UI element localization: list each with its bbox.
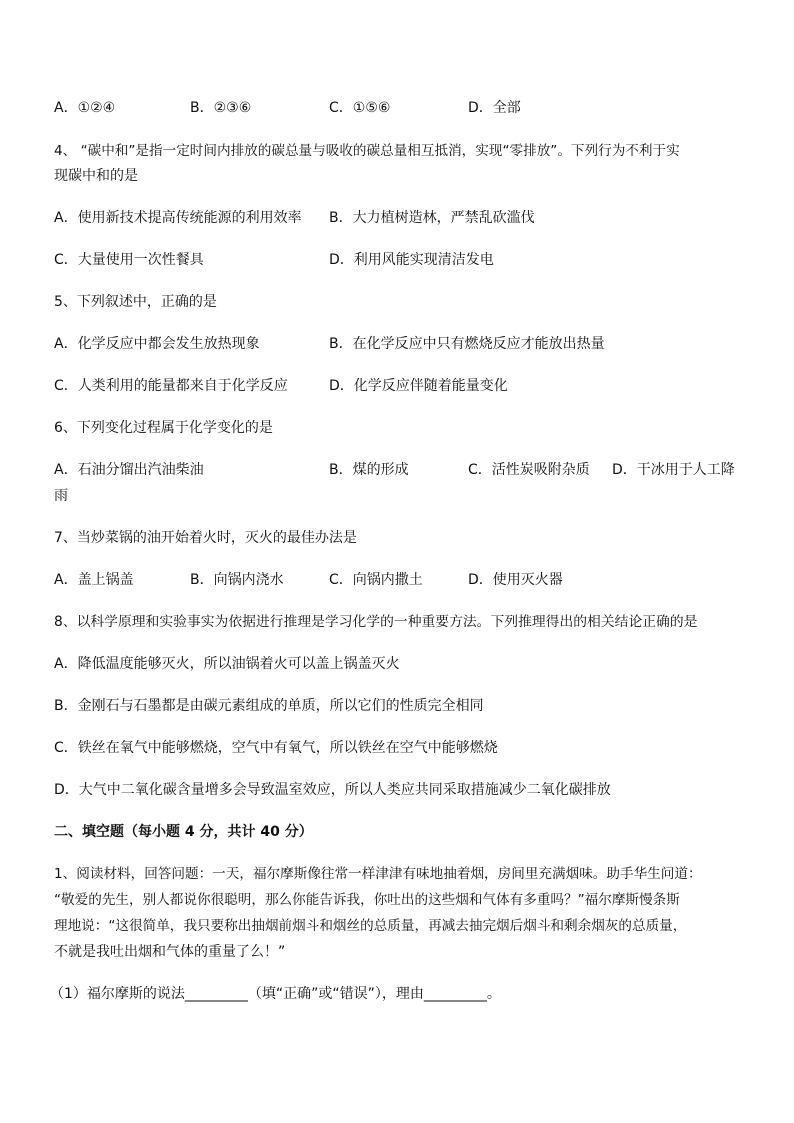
q6-stem: 6、下列变化过程属于化学变化的是	[54, 420, 273, 436]
q7-option-d: D．使用灭火器	[468, 572, 563, 588]
q5-option-d: D．化学反应伴随着能量变化	[329, 378, 508, 394]
q5-option-a: A．化学反应中都会发生放热现象	[54, 336, 260, 352]
q8-option-d: D．大气中二氧化碳含量增多会导致温室效应，所以人类应共同采取措施减少二氧化碳排放	[54, 782, 611, 798]
q8-option-b: B．金刚石与石墨都是由碳元素组成的单质，所以它们的性质完全相同	[54, 698, 484, 714]
q6-option-a: A．石油分馏出汽油柴油	[54, 462, 204, 478]
q8-stem: 8、以科学原理和实验事实为依据进行推理是学习化学的一种重要方法。下列推理得出的相关结论正确的是	[54, 614, 698, 630]
q4-stem-line1: 4、 “碳中和”是指一定时间内排放的碳总量与吸收的碳总量相互抵消，实现“零排放”。下列行为不利于实	[54, 143, 680, 159]
fill1-line4: 不就是我吐出烟和气体的重量了么！”	[54, 944, 286, 960]
q8-option-c: C．铁丝在氧气中能够燃烧，空气中有氧气，所以铁丝在空气中能够燃烧	[54, 740, 498, 756]
q7-option-c: C．向锅内撒土	[329, 572, 423, 588]
fill1-line1: 1、阅读材料，回答问题：一天，福尔摩斯像往常一样津津有味地抽着烟，房间里充满烟味。助手华生问道：	[54, 866, 702, 882]
q3-option-a: A．①②④	[54, 100, 116, 116]
q6-option-b: B．煤的形成	[329, 462, 409, 478]
q4-option-a: A．使用新技术提高传统能源的利用效率	[54, 210, 302, 226]
q4-option-d: D．利用风能实现清洁发电	[329, 252, 494, 268]
q4-stem-line2: 现碳中和的是	[54, 168, 138, 184]
q4-option-c: C．大量使用一次性餐具	[54, 252, 204, 268]
fill1-line2: “敬爱的先生，别人都说你很聪明，那么你能告诉我，你吐出的这些烟和气体有多重吗？”福尔摩斯慢条斯	[54, 892, 680, 908]
fill1-line3: 理地说：“这很简单，我只要称出抽烟前烟斗和烟丝的总质量，再减去抽完烟后烟斗和剩余烟灰的总质量，	[54, 918, 687, 934]
q6-option-d-wrap: 雨	[54, 488, 68, 504]
q5-option-b: B．在化学反应中只有燃烧反应才能放出热量	[329, 336, 605, 352]
q6-option-d: D．干冰用于人工降	[612, 462, 735, 478]
fill1-sub1: （1）福尔摩斯的说法_________（填“正确”或“错误”），理由_________。	[50, 986, 501, 1002]
section-heading: 二、填空题（每小题 4 分，共计 40 分）	[54, 824, 313, 840]
q3-option-b: B．②③⑥	[190, 100, 252, 116]
q6-option-c: C．活性炭吸附杂质	[468, 462, 590, 478]
q3-option-c: C．①⑤⑥	[329, 100, 391, 116]
q3-option-d: D．全部	[468, 100, 521, 116]
q4-option-b: B．大力植树造林，严禁乱砍滥伐	[329, 210, 535, 226]
q7-option-a: A．盖上锅盖	[54, 572, 134, 588]
q7-option-b: B．向锅内浇水	[190, 572, 284, 588]
q5-option-c: C．人类利用的能量都来自于化学反应	[54, 378, 288, 394]
q7-stem: 7、当炒菜锅的油开始着火时，灭火的最佳办法是	[54, 530, 357, 546]
q5-stem: 5、下列叙述中，正确的是	[54, 294, 217, 310]
q8-option-a: A．降低温度能够灭火，所以油锅着火可以盖上锅盖灭火	[54, 656, 400, 672]
